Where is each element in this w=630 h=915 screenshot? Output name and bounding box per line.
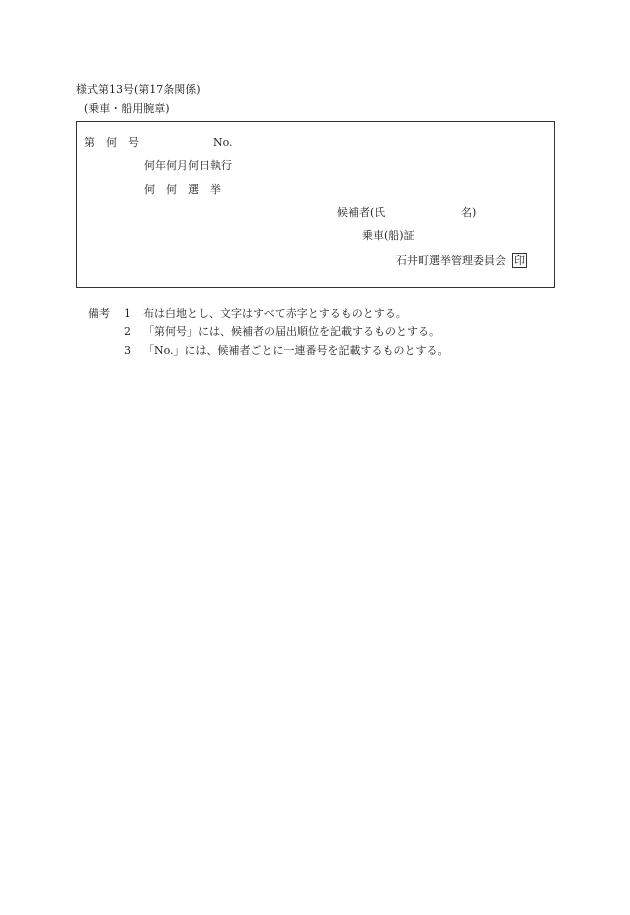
candidate-name-suffix: 名) [461, 206, 477, 219]
seal-mark: 印 [514, 254, 525, 267]
candidate-name-prefix: 候補者(氏 [337, 206, 386, 219]
remark-text-1: 布は白地とし、文字はすべて赤字とするものとする。 [143, 307, 407, 320]
boarding-certificate-label: 乗車(船)証 [362, 229, 415, 242]
form-number-label: 様式第13号(第17条関係) [76, 83, 201, 96]
issuer-name: 石井町選挙管理委員会 [396, 254, 506, 267]
form-subtitle: (乗車・船用腕章) [84, 102, 170, 115]
election-date-line: 何年何月何日執行 [144, 159, 232, 172]
remark-number-1: 1 [124, 307, 131, 320]
remark-text-2: 「第何号」には、候補者の届出順位を記載するものとする。 [143, 325, 440, 338]
issuer-line [396, 253, 527, 268]
election-name-line: 何 何 選 挙 [144, 183, 221, 196]
number-label: 第 何 号 [84, 136, 139, 149]
remark-number-3: 3 [124, 344, 131, 357]
remark-text-3: 「No.」には、候補者ごとに一連番号を記載するものとする。 [143, 344, 449, 357]
serial-no-label: No. [213, 136, 233, 149]
remark-number-2: 2 [124, 325, 131, 338]
remarks-heading: 備考 [88, 307, 110, 320]
